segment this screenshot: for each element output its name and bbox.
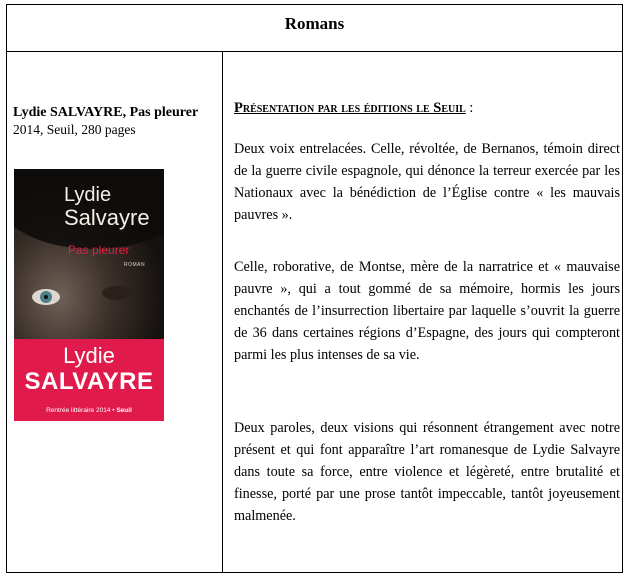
book-details: 2014, Seuil, 280 pages [13,122,136,137]
cover-author-first: Lydie [64,184,112,206]
cover-publisher: Seuil [116,407,132,414]
section-title: Romans [284,14,345,33]
presentation-paragraph-2: Celle, roborative, de Montse, mère de la narratrice et « mauvaise pauvre », qui a tout gommé de sa mémoire, hormis les jours enchantés de l’insurrection libertaire par laquelle s’ouvrit la guerre de 36 dans certaines régions d’Espagne, des jours qui compteront parmi les plus intenses de sa vie. [234,259,620,363]
book-cover-image [14,169,164,421]
presentation-paragraph-1: Deux voix entrelacées. Celle, révoltée, de Bernanos, témoin direct de la guerre civile espagnole, qui dénonce la terreur exercée par les Nationaux avec la bénédiction de l’Église contre « les mauvais pauvres ». [234,141,620,223]
book-author-title: Lydie SALVAYRE, Pas pleurer [13,105,199,120]
presentation-heading-line [234,98,620,118]
cover-author [64,185,150,229]
presentation-paragraph-3: Deux paroles, deux visions qui résonnent étrangement avec notre présent et qui font apparaître l’art romanesque de Lydie Salvayre dans toute sa force, entre violence et légèreté, entre brutalité et finesse, porté par une prose tantôt impeccable, tantôt joyeusement malmenée. [234,420,620,524]
eye-icon [32,289,60,305]
heading-colon: : [465,100,474,116]
cover-footer-text: Rentrée littéraire 2014 [46,407,111,414]
presentation-heading: Présentation par les éditions le Seuil [234,100,466,116]
band-author-first: Lydie [63,343,115,368]
cover-author-last: Salvayre [64,205,150,230]
cover-book-title: Pas pleurer [68,243,130,257]
cover-red-band [14,339,164,421]
column-divider [222,52,223,572]
cover-genre: ROMAN [124,262,146,268]
table-header-row [7,5,622,52]
pupil [44,295,48,299]
shadowed-eye-icon [102,286,132,300]
cover-footer [14,407,164,414]
cover-footer-sep: • [112,407,115,414]
band-author-last: SALVAYRE [24,368,154,395]
book-info-cell [13,105,218,138]
review-table [6,4,623,573]
iris [40,291,52,303]
presentation-cell [234,98,620,524]
